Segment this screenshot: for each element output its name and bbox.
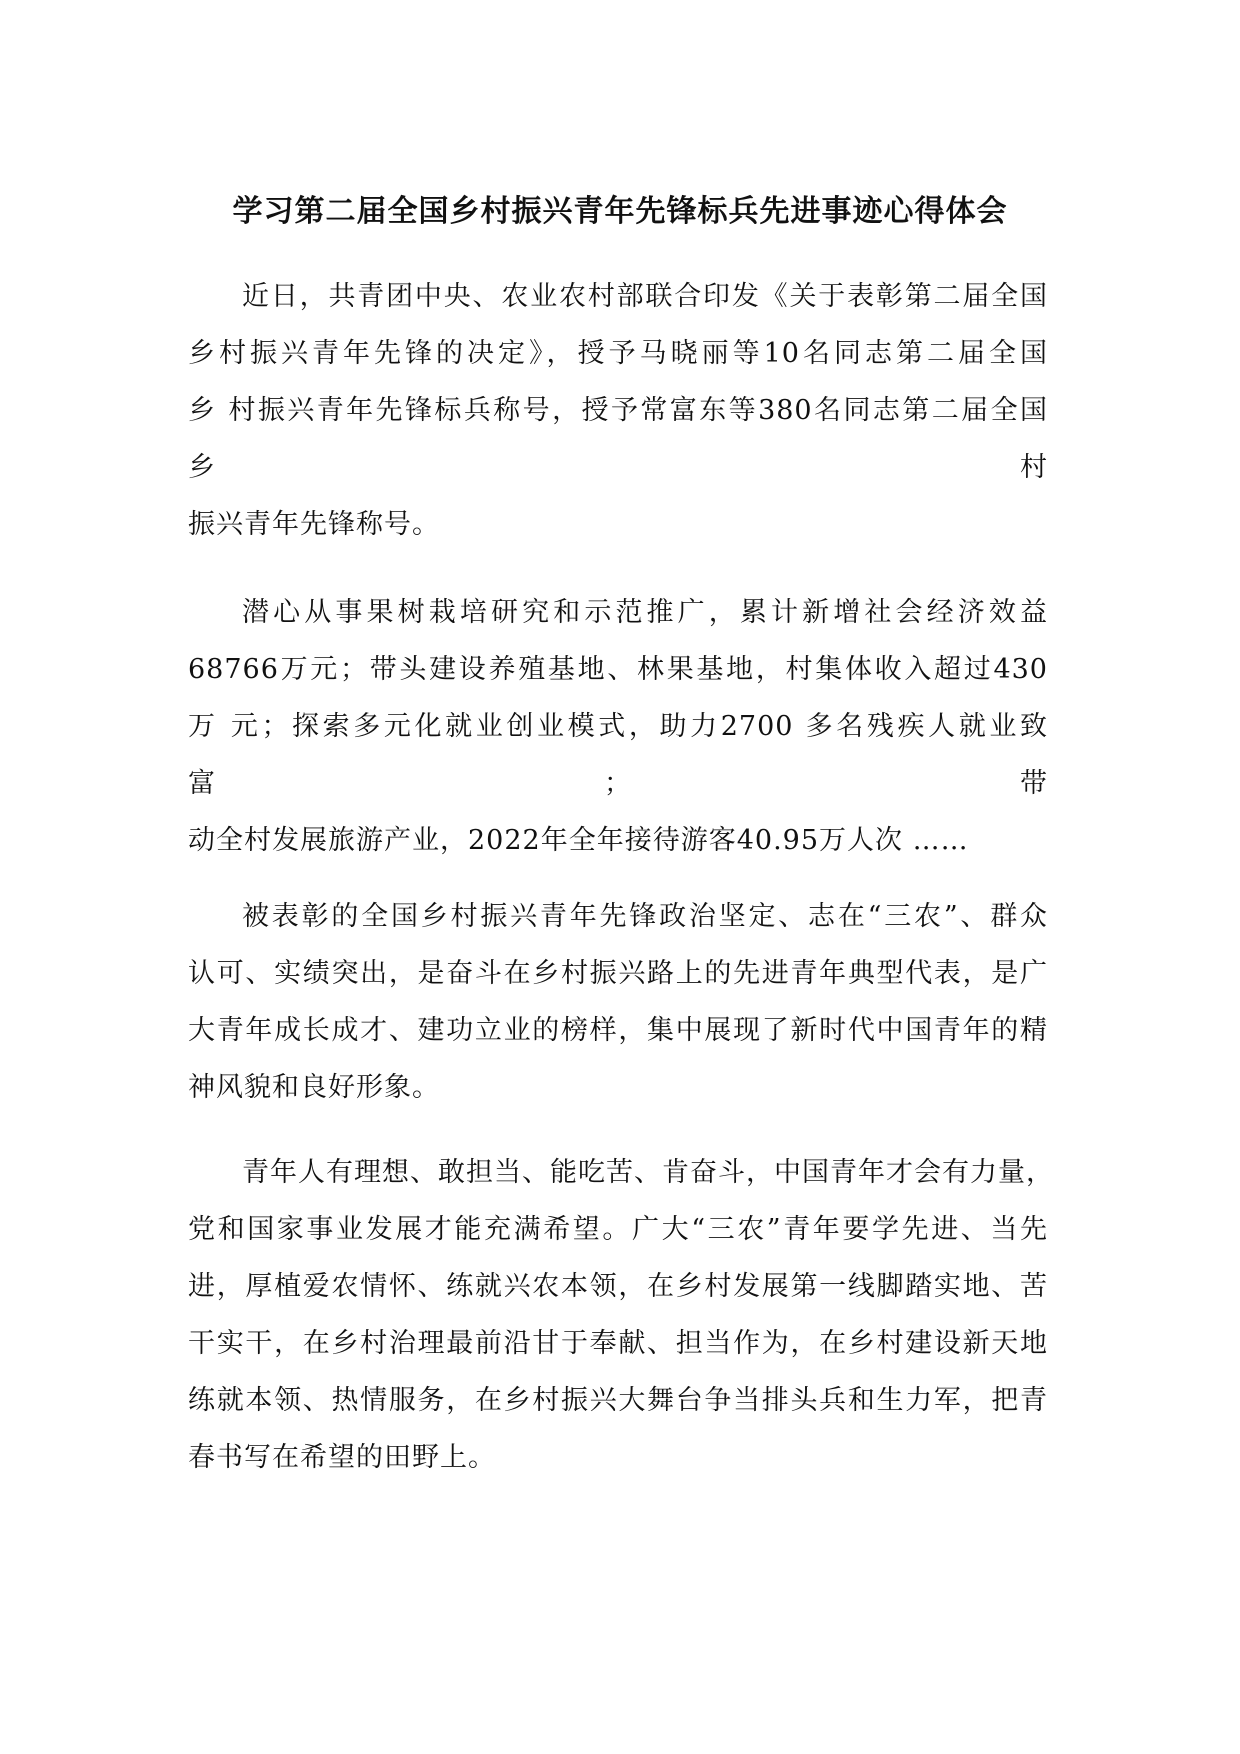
document-title: 学习第二届全国乡村振兴青年先锋标兵先进事迹心得体会 xyxy=(232,194,1008,229)
paragraph-4 xyxy=(188,1144,1054,1486)
paragraph-line: 振兴青年先锋称号。 xyxy=(188,509,440,540)
paragraph-line: 乡村 xyxy=(188,452,1048,483)
paragraph-line: 68766万元；带头建设养殖基地、林果基地，村集体收入超过430 xyxy=(188,654,1048,685)
paragraph-line: 乡 村振兴青年先锋标兵称号，授予常富东等380名同志第二届全国 xyxy=(188,395,1048,426)
paragraph-line: 神风貌和良好形象。 xyxy=(188,1072,440,1103)
paragraph-line: 练就本领、热情服务，在乡村振兴大舞台争当排头兵和生力军，把青 xyxy=(188,1385,1048,1416)
paragraph-line: 进，厚植爱农情怀、练就兴农本领，在乡村发展第一线脚踏实地、苦 xyxy=(188,1271,1048,1302)
paragraph-line: 党和国家事业发展才能充满希望。广大“三农”青年要学先进、当先 xyxy=(188,1214,1048,1245)
paragraph-line: 万 元；探索多元化就业创业模式，助力2700 多名残疾人就业致 xyxy=(188,711,1048,742)
paragraph-line: 春书写在希望的田野上。 xyxy=(188,1442,496,1473)
paragraph-line: 青年人有理想、敢担当、能吃苦、肯奋斗，中国青年才会有力量， xyxy=(242,1157,1054,1188)
paragraph-3 xyxy=(188,888,1048,1116)
paragraph-line: 富；带 xyxy=(188,768,1048,799)
paragraph-line: 乡村振兴青年先锋的决定》，授予马晓丽等10名同志第二届全国 xyxy=(188,338,1048,369)
paragraph-1 xyxy=(188,268,1048,553)
paragraph-line: 被表彰的全国乡村振兴青年先锋政治坚定、志在“三农”、群众 xyxy=(242,901,1048,932)
paragraph-line: 认可、实绩突出，是奋斗在乡村振兴路上的先进青年典型代表，是广 xyxy=(188,958,1048,989)
paragraph-2 xyxy=(188,584,1048,869)
paragraph-line: 干实干，在乡村治理最前沿甘于奉献、担当作为，在乡村建设新天地 xyxy=(188,1328,1048,1359)
paragraph-line: 动全村发展旅游产业，2022年全年接待游客40.95万人次 …… xyxy=(188,825,969,856)
paragraph-line: 近日，共青团中央、农业农村部联合印发《关于表彰第二届全国 xyxy=(242,281,1048,312)
paragraph-line: 大青年成长成才、建功立业的榜样，集中展现了新时代中国青年的精 xyxy=(188,1015,1048,1046)
paragraph-line: 潜心从事果树栽培研究和示范推广，累计新增社会经济效益 xyxy=(242,597,1048,628)
